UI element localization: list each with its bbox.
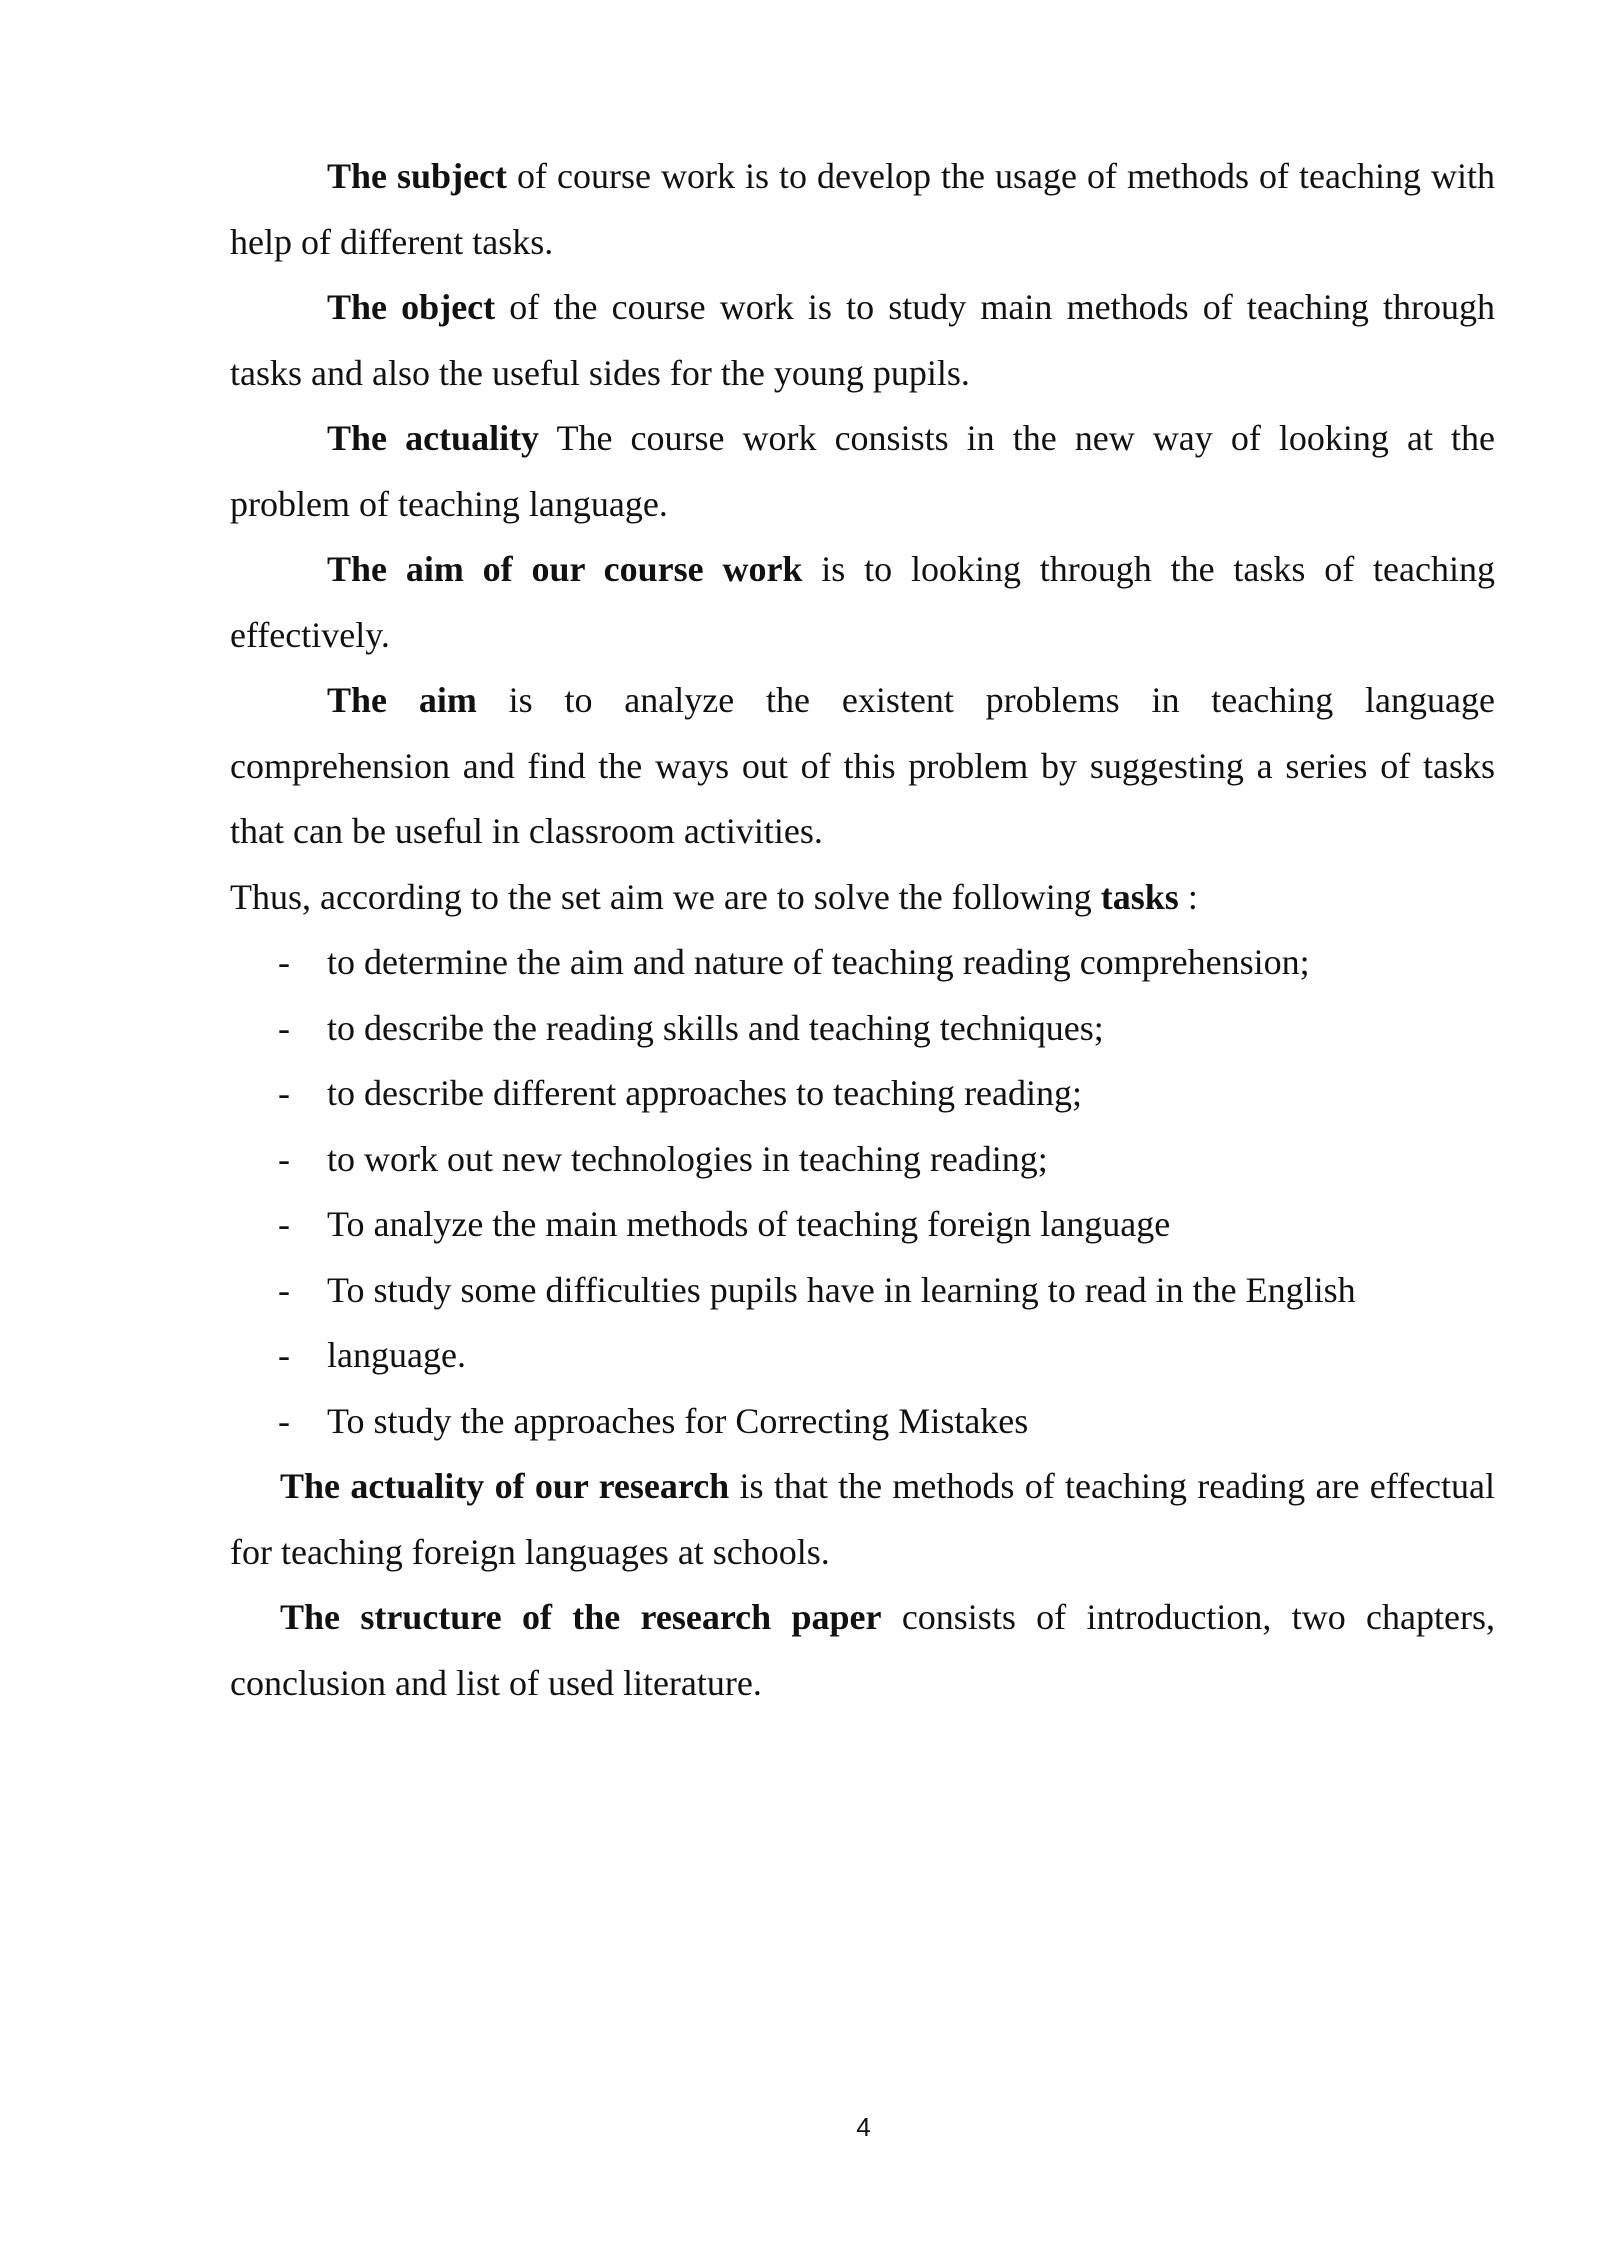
paragraph-subject-text: of course work is to develop the usage of methods of teaching with help of different tasks. <box>230 156 1495 262</box>
dash-bullet: - <box>278 1335 290 1375</box>
term-tasks: tasks <box>1100 876 1179 917</box>
paragraph-object-text: of the course work is to study main methods of teaching through tasks and also the useful sides for the young pupils. <box>230 287 1496 393</box>
term-actuality-research: The actuality of our research <box>280 1466 730 1506</box>
tasks-list <box>230 930 1495 1454</box>
paragraph-object <box>230 275 1495 406</box>
list-item <box>230 1127 1495 1193</box>
dash-bullet: - <box>278 1073 290 1113</box>
task-text: to describe different approaches to teaching reading; <box>327 1073 1083 1113</box>
paragraph-aim-text: is to analyze the existent problems in teaching language comprehension and find the ways out of this problem by suggesting a series of tasks that can be useful in classroom activities. <box>230 680 1495 851</box>
paragraph-structure <box>230 1585 1495 1716</box>
term-subject: The subject <box>327 156 508 196</box>
paragraph-tasks-intro-after: : <box>1178 876 1198 917</box>
paragraph-actuality-research-text: is that the methods of teaching reading are effectual for teaching foreign languages at schools. <box>230 1466 1496 1572</box>
term-structure: The structure of the research paper <box>280 1597 882 1637</box>
paragraph-actuality-research <box>230 1454 1495 1585</box>
paragraph-structure-text: consists of introduction, two chapters, conclusion and list of used literature. <box>230 1597 1495 1703</box>
paragraph-aim <box>230 668 1495 865</box>
task-text: to determine the aim and nature of teaching reading comprehension; <box>327 942 1310 982</box>
task-text: To study some difficulties pupils have in learning to read in the English <box>327 1269 1356 1310</box>
paragraph-actuality <box>230 406 1495 537</box>
paragraph-aim-course-work-text: is to looking through the tasks of teaching effectively. <box>230 549 1495 655</box>
dash-bullet: - <box>278 1400 290 1441</box>
list-item <box>230 996 1495 1062</box>
dash-bullet: - <box>278 942 290 982</box>
list-item <box>230 1192 1495 1258</box>
paragraph-subject <box>230 144 1495 275</box>
list-item <box>230 1258 1495 1324</box>
document-page <box>230 0 1495 1716</box>
task-text: To analyze the main methods of teaching foreign language <box>327 1204 1171 1244</box>
paragraph-actuality-text: The course work consists in the new way of looking at the problem of teaching language. <box>230 418 1495 524</box>
dash-bullet: - <box>278 1007 290 1048</box>
term-object: The object <box>327 287 496 327</box>
dash-bullet: - <box>278 1138 290 1179</box>
dash-bullet: - <box>278 1204 290 1244</box>
list-item <box>230 1061 1495 1127</box>
list-item <box>230 930 1495 996</box>
term-aim-course-work: The aim of our course work <box>327 549 803 589</box>
task-text: To study the approaches for Correcting Mistakes <box>327 1400 1029 1441</box>
term-aim: The aim <box>327 680 477 720</box>
task-text: to work out new technologies in teaching reading; <box>327 1138 1048 1179</box>
dash-bullet: - <box>278 1269 290 1310</box>
paragraph-tasks-intro <box>230 865 1495 931</box>
task-text: language. <box>327 1335 466 1375</box>
paragraph-aim-course-work <box>230 537 1495 668</box>
paragraph-tasks-intro-text: Thus, according to the set aim we are to solve the following <box>230 876 1101 917</box>
list-item <box>230 1323 1495 1389</box>
page-number: 4 <box>856 2112 871 2142</box>
list-item <box>230 1389 1495 1455</box>
term-actuality: The actuality <box>327 418 540 458</box>
task-text: to describe the reading skills and teaching techniques; <box>327 1007 1104 1048</box>
